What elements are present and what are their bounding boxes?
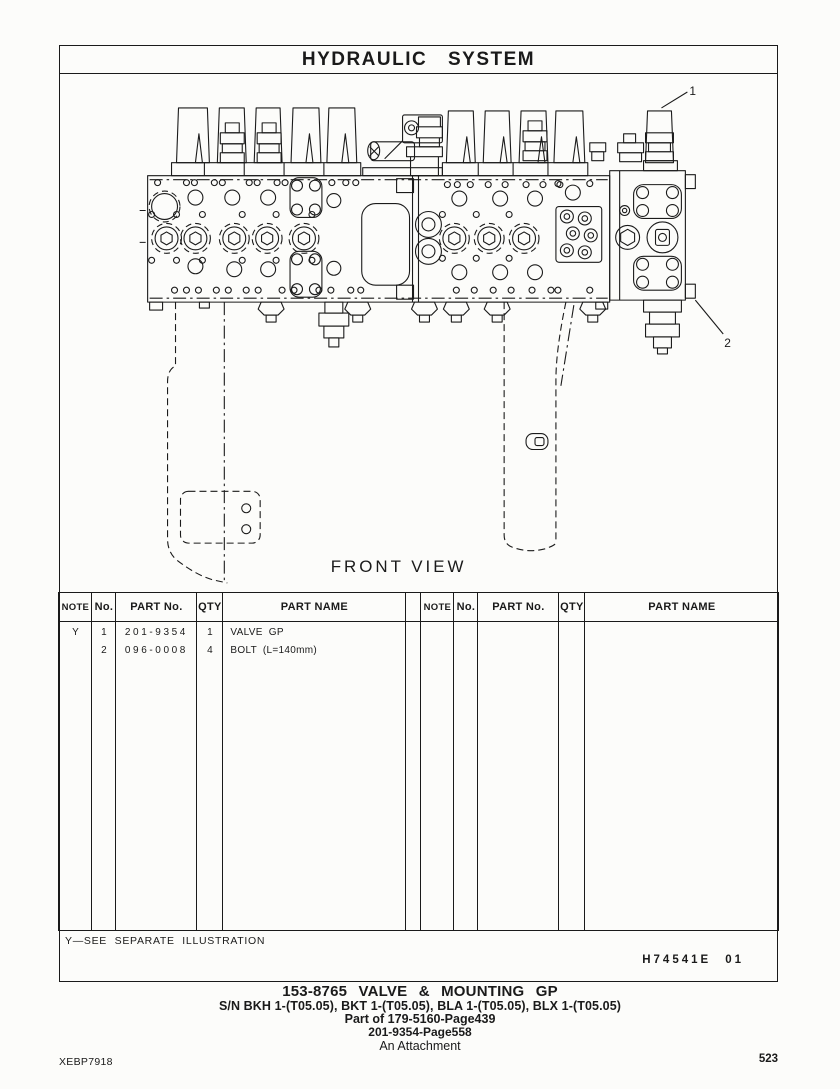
title-block xyxy=(0,984,840,1053)
col-qty-right xyxy=(559,622,585,931)
doc-revision: 01 xyxy=(725,954,744,966)
doc-code xyxy=(642,954,744,966)
cell-qty: 4 xyxy=(207,645,213,656)
view-label: FRONT VIEW xyxy=(330,556,467,576)
page-frame xyxy=(59,45,778,982)
cell-no: 2 xyxy=(101,645,107,656)
col-qty-left xyxy=(197,622,223,931)
mounting-bracket-right xyxy=(504,302,574,551)
doc-code-value: H74541E xyxy=(642,954,712,966)
header-qty-right: QTY xyxy=(559,593,585,622)
part-of-reference: Part of 179-5160-Page439 xyxy=(344,1012,496,1026)
col-no-left xyxy=(92,622,116,931)
header-no-left: No. xyxy=(92,593,116,622)
cell-note: Y xyxy=(72,627,79,638)
left-section-ports xyxy=(149,178,364,297)
col-partname-right xyxy=(585,622,779,931)
mounting-bracket-left xyxy=(168,302,261,583)
attachment-note: An Attachment xyxy=(379,1039,461,1053)
col-no-right xyxy=(454,622,478,931)
cell-part-name: VALVE GP xyxy=(230,627,284,638)
technical-drawing xyxy=(60,73,776,592)
col-spacer xyxy=(406,622,421,931)
page-number: 523 xyxy=(758,1053,778,1065)
callout-2-label: 2 xyxy=(724,335,731,350)
bottom-fittings xyxy=(258,302,608,347)
page-title: HYDRAULIC SYSTEM xyxy=(60,46,777,74)
table-header-row xyxy=(59,593,779,622)
cell-no: 1 xyxy=(101,627,107,638)
header-partname-left: PART NAME xyxy=(223,593,406,622)
center-fitting xyxy=(368,115,443,176)
header-note-left: NOTE xyxy=(59,593,92,622)
header-no-right: No. xyxy=(454,593,478,622)
col-partname-left xyxy=(223,622,406,931)
col-note-left xyxy=(59,622,92,931)
header-note-right: NOTE xyxy=(421,593,454,622)
cell-part-no: 201-9354 xyxy=(124,627,188,638)
table-footnote: Y—SEE SEPARATE ILLUSTRATION xyxy=(65,935,266,947)
callout-1-label: 1 xyxy=(689,83,697,98)
cell-note xyxy=(59,640,91,643)
header-spacer xyxy=(406,593,421,622)
table-body-row xyxy=(59,622,779,931)
cell-part-name: BOLT (L=140mm) xyxy=(230,645,317,656)
header-partno-left: PART No. xyxy=(116,593,197,622)
header-qty-left: QTY xyxy=(197,593,223,622)
col-partno-left xyxy=(116,622,197,931)
serial-numbers: S/N BKH 1-(T05.05), BKT 1-(T05.05), BLA 1-(T05.05), BLX 1-(T05.05) xyxy=(218,999,622,1013)
part-title: 153-8765 VALVE & MOUNTING GP xyxy=(282,983,558,1000)
header-partname-right: PART NAME xyxy=(585,593,779,622)
cell-qty: 1 xyxy=(207,627,213,638)
parts-table xyxy=(58,592,779,931)
bracket-hook xyxy=(526,434,548,450)
header-partno-right: PART No. xyxy=(478,593,559,622)
end-plate-bolt xyxy=(644,300,682,354)
solenoid-caps xyxy=(172,108,678,176)
col-partno-right xyxy=(478,622,559,931)
right-section-ports xyxy=(416,181,602,294)
cell-part-no: 096-0008 xyxy=(124,645,188,656)
col-note-right xyxy=(421,622,454,931)
end-plate xyxy=(610,171,696,354)
page-reference: 201-9354-Page558 xyxy=(368,1025,472,1039)
form-number: XEBP7918 xyxy=(59,1056,113,1068)
drawing-area xyxy=(60,73,776,592)
